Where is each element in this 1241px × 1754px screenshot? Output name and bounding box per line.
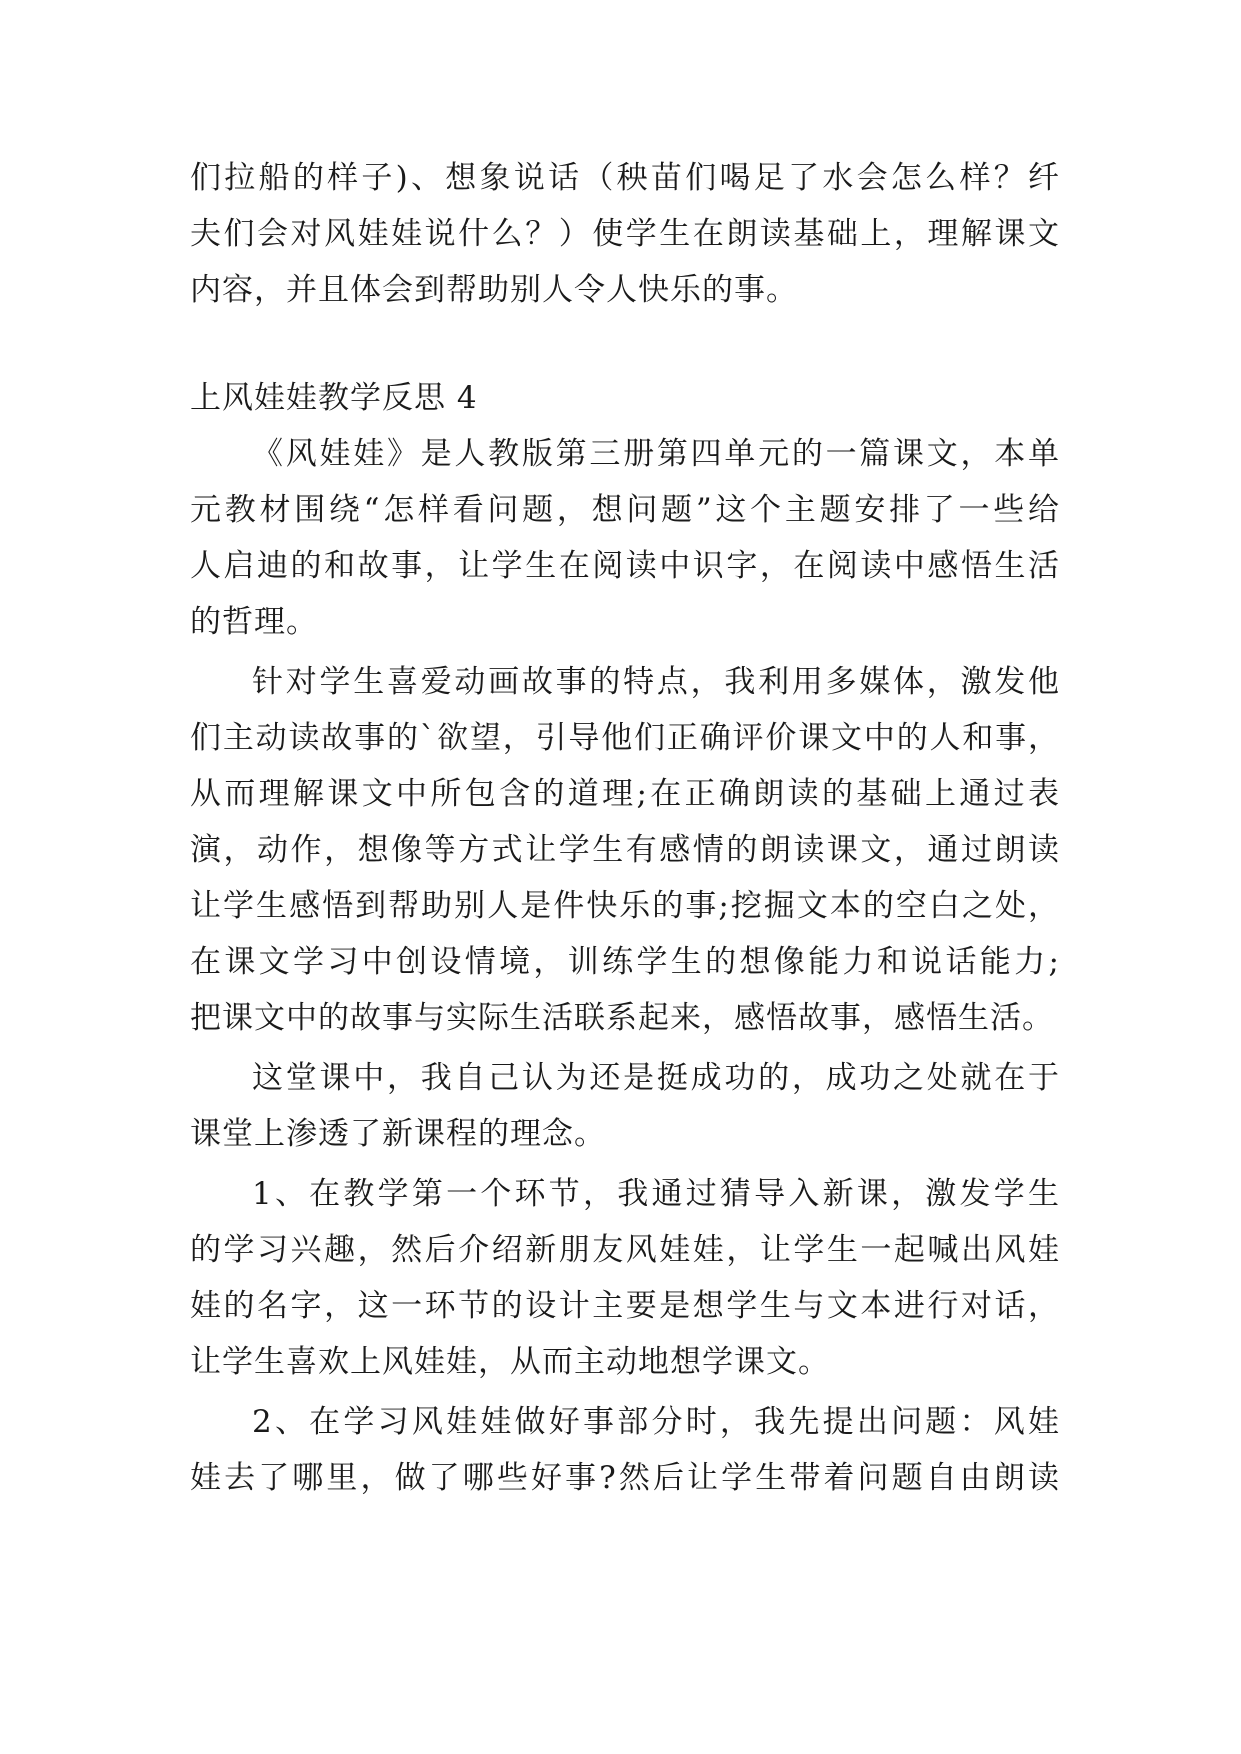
paragraph-2 [190,654,1060,1046]
text-line: 从而理解课文中所包含的道理;在正确朗读的基础上通过表 [190,776,1060,812]
text-line: 们拉船的样子)、想象说话（秧苗们喝足了水会怎么样？纤 [190,160,1060,196]
text-line: 们主动读故事的`欲望，引导他们正确评价课文中的人和事， [190,720,1060,756]
text-line: 人启迪的和故事，让学生在阅读中识字，在阅读中感悟生活 [190,548,1060,584]
text-line: 演，动作，想像等方式让学生有感情的朗读课文，通过朗读 [190,832,1060,868]
text-line: 娃的名字，这一环节的设计主要是想学生与文本进行对话， [190,1288,1060,1324]
continued-paragraph [190,150,1060,318]
section-heading: 上风娃娃教学反思 4 [190,380,478,416]
text-line: 1、在教学第一个环节，我通过猜导入新课，激发学生 [252,1176,1060,1212]
text-line: 这堂课中，我自己认为还是挺成功的，成功之处就在于 [252,1060,1060,1096]
text-line: 把课文中的故事与实际生活联系起来，感悟故事，感悟生活。 [190,1000,1054,1036]
text-line: 内容，并且体会到帮助别人令人快乐的事。 [190,272,798,308]
text-line: 在课文学习中创设情境，训练学生的想像能力和说话能力; [190,944,1060,980]
text-line: 的哲理。 [190,604,318,640]
text-line: 课堂上渗透了新课程的理念。 [190,1116,606,1152]
text-line: 夫们会对风娃娃说什么？）使学生在朗读基础上，理解课文 [190,216,1060,252]
text-line: 的学习兴趣，然后介绍新朋友风娃娃，让学生一起喊出风娃 [190,1232,1060,1268]
text-line: 《风娃娃》是人教版第三册第四单元的一篇课文，本单 [252,436,1060,472]
text-line: 针对学生喜爱动画故事的特点，我利用多媒体，激发他 [252,664,1060,700]
text-line: 让学生感悟到帮助别人是件快乐的事;挖掘文本的空白之处， [190,888,1060,924]
paragraph-3 [190,1050,1060,1162]
text-line: 元教材围绕“怎样看问题，想问题”这个主题安排了一些给 [190,492,1060,528]
text-line: 娃去了哪里，做了哪些好事?然后让学生带着问题自由朗读 [190,1460,1060,1496]
paragraph-5 [190,1394,1060,1506]
paragraph-4 [190,1166,1060,1390]
document-page [190,150,1060,1506]
text-line: 让学生喜欢上风娃娃，从而主动地想学课文。 [190,1344,830,1380]
text-line: 2、在学习风娃娃做好事部分时，我先提出问题：风娃 [252,1404,1060,1440]
paragraph-1 [190,426,1060,650]
